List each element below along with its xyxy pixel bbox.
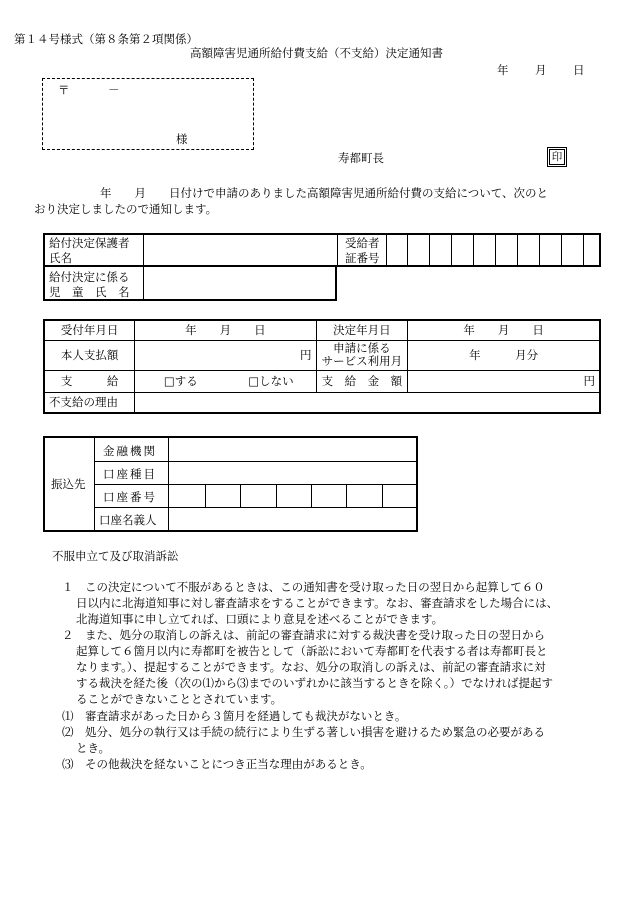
notice-line-5: 起算して６箇月以内に寿都町を被告として（訴訟において寿都町を代表する者は寿都町長と	[76, 644, 548, 658]
notice-line-6: なります。）、提起することができます。なお、処分の取消しの訴えは、前記の審査請求に対	[76, 660, 546, 674]
recipient-label-1: 受給者	[345, 236, 380, 250]
honorific-sama: 様	[176, 132, 188, 146]
postal-dash: －	[108, 83, 120, 97]
seal-mark: 印	[549, 149, 565, 165]
self-pay-value[interactable]	[135, 340, 316, 370]
date-day: 日	[573, 63, 585, 77]
account-type-label: 口座種目	[103, 467, 157, 481]
postal-mark: 〒	[58, 83, 70, 97]
notice-line-11: とき。	[76, 741, 111, 755]
document-title: 高額障害児通所給付費支給（不支給）決定通知書	[190, 46, 443, 60]
non-payment-reason-value[interactable]	[135, 392, 600, 413]
service-month-label-1: 申請に係る	[333, 340, 391, 355]
notice-line-3: 北海道知事に申し立てれば、口頭により意見を述べることができます。	[76, 612, 444, 626]
address-box	[42, 78, 254, 150]
payment-amount-yen: 円	[583, 373, 595, 388]
date-month: 月	[535, 63, 547, 77]
recipient-number-field[interactable]	[387, 234, 599, 266]
form-number: 第１４号様式（第８条第２項関係）	[14, 32, 198, 46]
bank-label: 金融機関	[103, 444, 157, 458]
issuer-name: 寿都町長	[338, 151, 384, 165]
notice-heading: 不服申立て及び取消訴訟	[52, 549, 179, 563]
child-label-2: 児 童 氏 名	[49, 285, 130, 299]
notice-line-12: ⑶ その他裁決を経ないことにつき正当な理由があるとき。	[62, 757, 372, 771]
notice-line-10: ⑵ 処分、処分の執行又は手続の続行により生ずる著しい損害を避けるため緊急の必要がある	[62, 725, 545, 739]
notice-line-1: １ この決定について不服があるときは、この通知書を受け取った日の翌日から起算して６０	[62, 580, 545, 594]
service-month-value[interactable]: 年 月分	[408, 340, 600, 370]
guardian-label-2: 氏名	[49, 251, 72, 265]
payment-yes-checkbox[interactable]: □する	[135, 370, 227, 392]
account-type-field[interactable]	[169, 462, 415, 483]
non-payment-reason-label: 不支給の理由	[44, 392, 135, 413]
account-number-label: 口座番号	[103, 490, 157, 504]
self-pay-yen: 円	[300, 347, 312, 362]
payment-no-checkbox[interactable]: □しない	[226, 370, 316, 392]
bank-transfer-table	[43, 436, 418, 532]
notice-line-7: する裁決を経た後（次の⑴から⑶までのいずれかに該当するときを除く。）でなければ提起す	[76, 676, 554, 690]
recipient-label-2: 証番号	[345, 251, 380, 265]
notice-line-2: 日以内に北海道知事に対し審査請求をすることができます。なお、審査請求をした場合には、	[76, 596, 559, 610]
account-holder-label: 口座名義人	[99, 513, 157, 527]
child-name-field[interactable]	[144, 267, 336, 299]
notice-line-9: ⑴ 審査請求があった日から３箇月を経過しても裁決がないとき。	[62, 709, 407, 723]
transfer-label: 振込先	[51, 477, 86, 491]
received-date-label: 受付年月日	[44, 320, 135, 340]
payment-amount-value[interactable]	[408, 370, 600, 392]
service-month-label	[316, 340, 408, 370]
self-pay-label: 本人支払額	[44, 340, 135, 370]
decision-date-value[interactable]: 年 月 日	[408, 320, 600, 340]
received-date-value[interactable]: 年 月 日	[135, 320, 316, 340]
child-label-1: 給付決定に係る	[49, 270, 130, 284]
account-number-field[interactable]	[169, 485, 415, 506]
intro-line-2: おり決定しましたので通知します。	[34, 202, 218, 216]
guardian-label-1: 給付決定保護者	[49, 236, 130, 250]
service-month-label-2: サービス利用月	[321, 354, 403, 368]
decision-date-label: 決定年月日	[316, 320, 408, 340]
account-holder-field[interactable]	[169, 508, 415, 529]
date-year: 年	[497, 63, 509, 77]
guardian-name-field[interactable]	[144, 234, 336, 266]
decision-details-table	[43, 319, 601, 414]
bank-field[interactable]	[169, 439, 415, 460]
payment-amount-label: 支 給 金 額	[316, 370, 408, 392]
intro-line-1: 年 月 日付けで申請のありました高額障害児通所給付費の支給について、次のと	[100, 186, 549, 200]
notice-line-4: ２ また、処分の取消しの訴えは、前記の審査請求に対する裁決書を受け取った日の翌日から	[62, 628, 545, 642]
notice-line-8: ることができないこととされています。	[76, 692, 283, 706]
payment-label: 支 給	[44, 370, 135, 392]
